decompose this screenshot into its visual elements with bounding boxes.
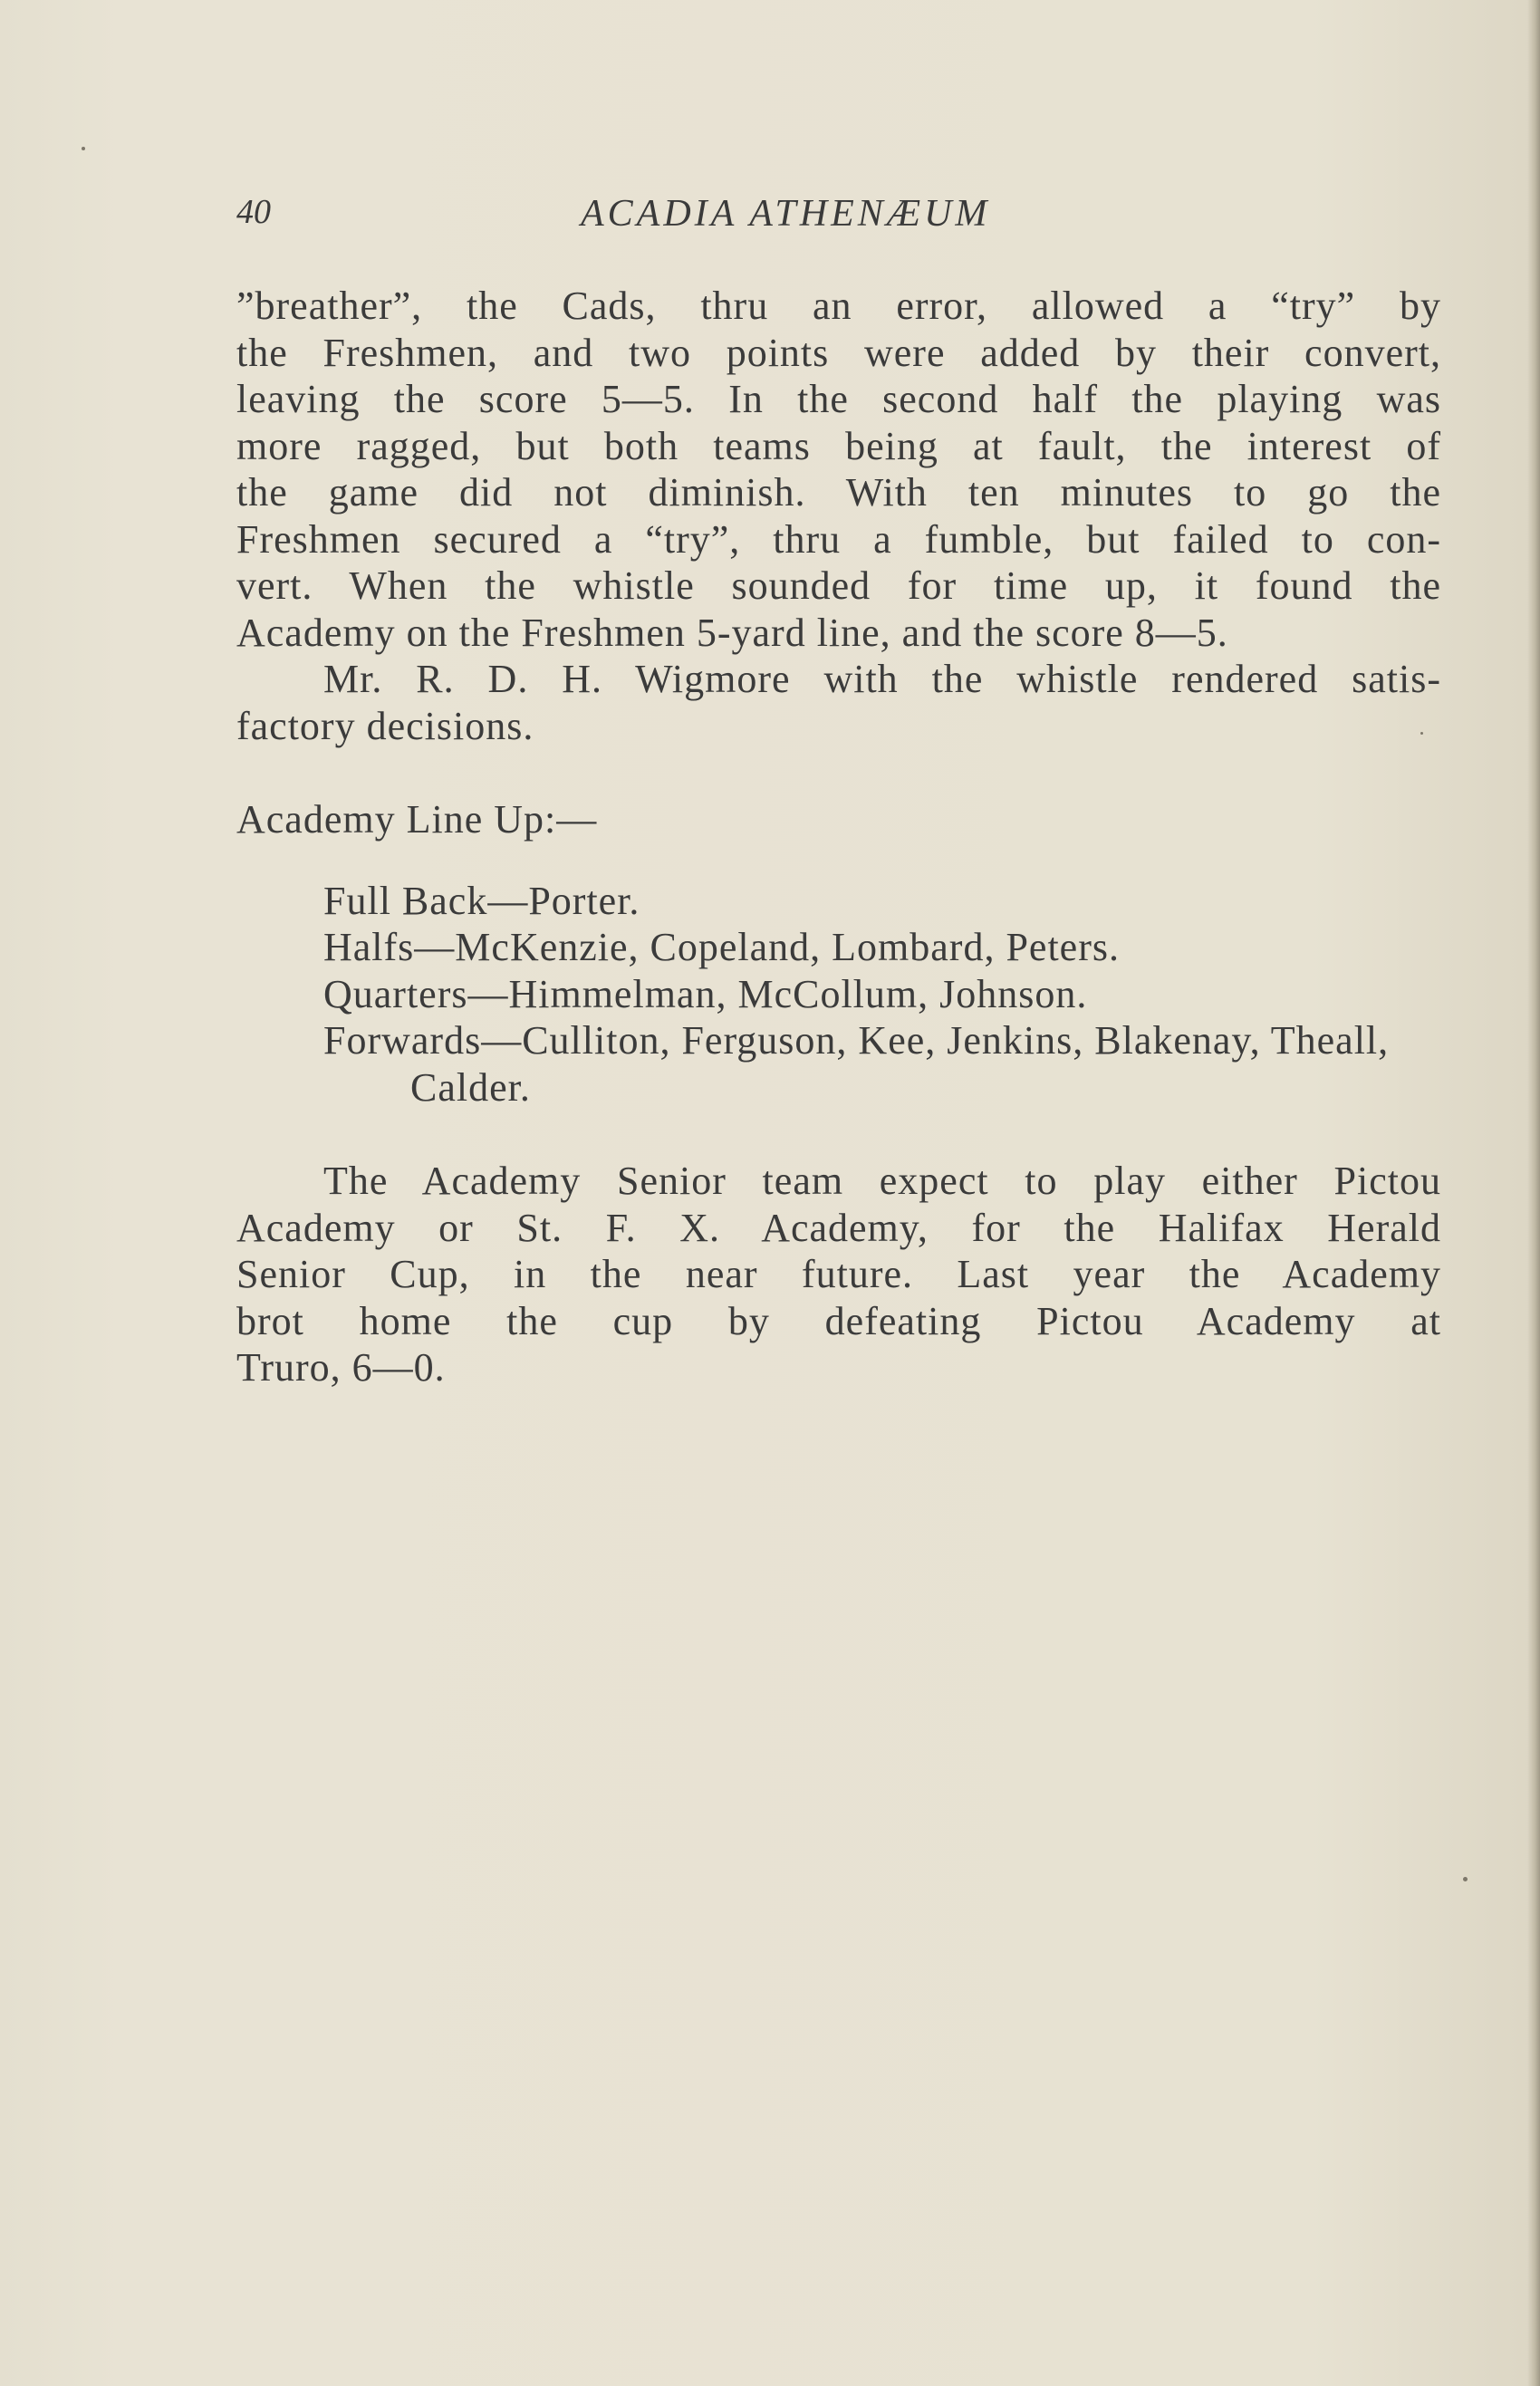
text-line: the Freshmen, and two points were added by their convert, — [236, 330, 1441, 375]
page-header — [236, 192, 1441, 246]
text-line: Academy or St. F. X. Academy, for the Halifax Herald — [236, 1205, 1441, 1250]
article-body — [236, 283, 1441, 1391]
text-line: Truro, 6—0. — [236, 1345, 446, 1390]
text-line: more ragged, but both teams being at fault, the interest of — [236, 423, 1441, 468]
text-line: leaving the score 5—5. In the second half the playing was — [236, 377, 1441, 421]
text-line: Senior Cup, in the near future. Last year the Academy — [236, 1252, 1441, 1296]
text-line: Academy on the Freshmen 5-yard line, and the score 8—5. — [236, 610, 1228, 655]
text-line: ”breather”, the Cads, thru an error, allowed a “try” by — [236, 284, 1441, 328]
page-number: 40 — [236, 193, 271, 231]
paragraph-referee — [236, 656, 1441, 749]
lineup-item-quarters: Quarters—Himmelman, McCollum, Johnson. — [323, 971, 1088, 1016]
paragraph-senior-cup — [236, 1158, 1441, 1391]
paper-speck — [82, 147, 85, 150]
text-line: The Academy Senior team expect to play either Pictou — [323, 1159, 1441, 1203]
paragraph-game-report — [236, 283, 1441, 656]
paper-speck — [1463, 1877, 1468, 1881]
running-title: ACADIA ATHENÆUM — [581, 193, 991, 235]
text-line: Mr. R. D. H. Wigmore with the whistle rendered satis- — [323, 657, 1441, 701]
text-line: vert. When the whistle sounded for time up, it found the — [236, 563, 1441, 608]
text-line: factory decisions. — [236, 703, 534, 748]
lineup-item-forwards: Forwards—Culliton, Ferguson, Kee, Jenkins, Blakenay, Theall, Calder. — [323, 1018, 1390, 1110]
page-edge-shadow — [1527, 0, 1540, 2386]
text-line: brot home the cup by defeating Pictou Academy at — [236, 1298, 1441, 1343]
text-line: Freshmen secured a “try”, thru a fumble, but failed to con- — [236, 516, 1441, 562]
text-line: the game did not diminish. With ten minutes to go the — [236, 470, 1441, 515]
lineup-item-full-back: Full Back—Porter. — [323, 878, 640, 923]
lineup-heading: Academy Line Up:— — [236, 797, 598, 842]
paper-speck — [1420, 732, 1423, 735]
lineup-list — [323, 878, 1441, 1111]
lineup-item-halfs: Halfs—McKenzie, Copeland, Lombard, Peters. — [323, 925, 1120, 969]
